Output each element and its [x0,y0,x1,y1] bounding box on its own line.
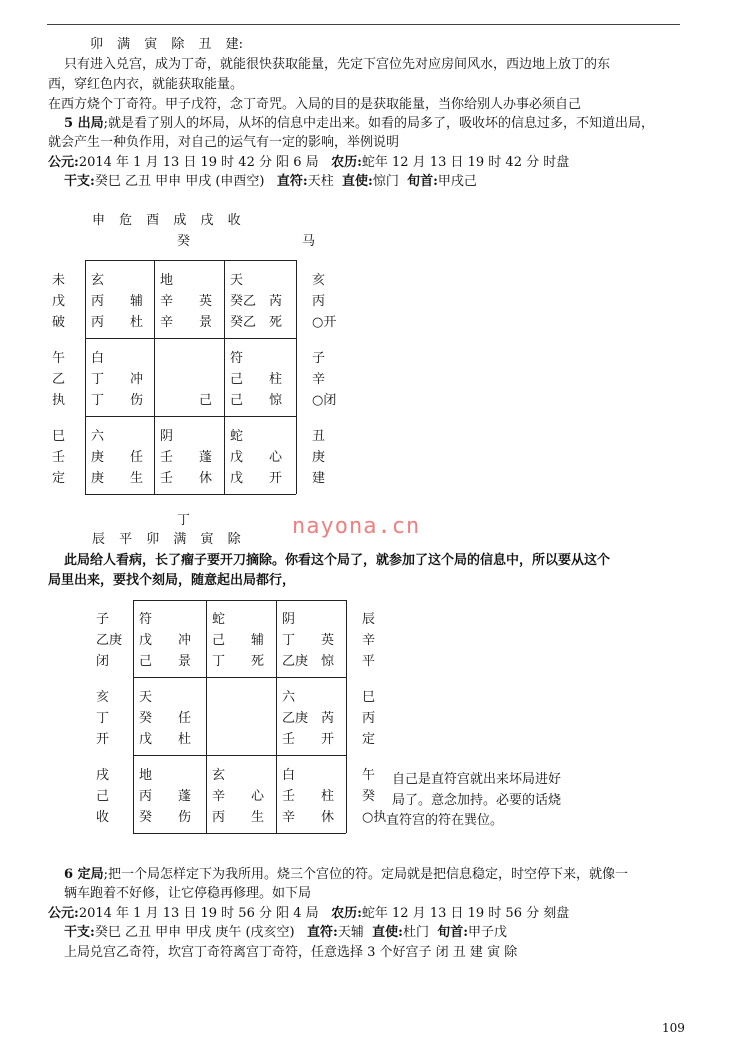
chart1-cell-star: 芮 [269,294,283,309]
nongli2-value: 蛇年 12 月 13 日 19 时 56 分 刻盘 [361,906,570,921]
chart2-cell-stem: 符 [139,612,153,627]
zhifu2-label: 直符: [307,925,338,940]
chart2-cell-stem: 丙 [212,810,226,825]
section-6-text: ;把一个局怎样定下为我所用。烧三个宫位的符。定局就是把信息稳定，时空停下来，就像一 [103,867,628,882]
chart1-cell-stem: 戊 [230,450,244,465]
chart1-right-label: 辛 [312,372,326,387]
chart2-cell-stem: 丁 [212,654,226,669]
chart2-cell-star: 休 [321,810,335,825]
chart1-cell-star: 英 [199,294,213,309]
section-6-label: 6 定局 [64,867,104,882]
section-5-cont: 就会产生一种负作用，对自己的运气有一定的影响，举例说明 [48,135,400,150]
chart2-right-label: ○执 [362,810,387,825]
chart2-vline-2 [276,600,277,833]
bold-paragraph-2: 局里出来，要找个刻局，随意起出局都行， [48,573,296,588]
chart2-cell-star: 柱 [321,789,335,804]
chart1-hline-3 [85,494,296,495]
zhishi-label: 直使: [342,174,373,189]
chart1-cell-star: 杜 [130,315,144,330]
chart1-left-label: 戊 [52,294,66,309]
chart2-hline-1 [133,677,346,678]
nongli-value: 蛇年 12 月 13 日 19 时 42 分 时盘 [361,155,570,170]
chart2-right-label: 辰 [362,612,376,627]
chart2-cell-stem: 天 [139,690,153,705]
info2-line2 [64,926,507,939]
gongyuan-label: 公元: [48,155,79,170]
ganzhi-label: 干支: [64,174,95,189]
chart2-cell-stem: 壬 [282,789,296,804]
chart2-cell-stem: 玄 [212,768,226,783]
chart1-cell-stem: 地 [160,273,174,288]
chart2-vline-0 [133,600,134,833]
chart2-left-label: 收 [96,810,110,825]
ganzhi-value: 癸巳 乙丑 甲申 甲戌 (申酉空) [94,174,265,189]
zhifu2-value: 天辅 [337,925,364,940]
chart2-cell-stem: 己 [212,633,226,648]
chart1-cell-stem: 壬 [160,471,174,486]
chart1-cell-star: 己 [199,393,213,408]
chart1-vline-1 [154,260,155,494]
page-number: 109 [662,1021,685,1035]
chart2-cell-stem: 癸 [139,810,153,825]
chart1-cell-star: 柱 [269,372,283,387]
zhishi2-value: 杜门 [402,925,429,940]
chart2-cell-stem: 乙庚 [282,654,309,669]
chart2-cell-stem: 阴 [282,612,296,627]
chart2-hline-3 [133,833,346,834]
chart2-cell-star: 心 [251,789,265,804]
chart1-cell-star: 景 [199,315,213,330]
chart2-cell-star: 杜 [178,732,192,747]
chart1-right-label: 丑 [312,429,326,444]
chart2-vline-3 [346,600,347,833]
chart2-cell-stem: 己 [139,654,153,669]
chart1-hline-2 [85,416,296,417]
chart1-right-label: 庚 [312,450,326,465]
chart1-cell-stem: 蛇 [230,429,244,444]
chart1-left-label: 午 [52,351,66,366]
chart1-cell-stem: 符 [230,351,244,366]
chart1-vline-3 [296,260,297,494]
chart1-left-label: 乙 [52,372,66,387]
chart1-right-label: ○开 [312,315,337,330]
chart1-cell-star: 冲 [130,372,144,387]
chart1-left-label: 执 [52,393,66,408]
gongyuan-value: 2014 年 1 月 13 日 19 时 42 分 阳 6 局 [78,155,319,170]
chart2-cell-stem: 六 [282,690,296,705]
ganzhi2-label: 干支: [64,925,95,940]
chart2-right-label: 巳 [362,690,376,705]
chart1-cell-stem: 丁 [91,372,105,387]
info1-line2 [64,175,477,188]
chart2-left-label: 戌 [96,768,110,783]
chart2-cell-star: 冲 [178,633,192,648]
chart2-cell-stem: 白 [282,768,296,783]
chart2-left-label: 亥 [96,690,110,705]
chart1-cell-star: 生 [130,471,144,486]
chart2-right-label: 定 [362,732,376,747]
xunshou2-value: 甲子戊 [468,925,508,940]
chart2-cell-star: 开 [321,732,335,747]
chart2-hline-2 [133,755,346,756]
note-line-1: 自己是直符宫就出来坏局进好 [392,772,562,787]
chart2-left-label: 子 [96,612,110,627]
chart1-bottom-ding: 丁 [177,513,191,528]
chart1-cell-stem: 天 [230,273,244,288]
chart1-cell-star: 辅 [130,294,144,309]
chart1-cell-stem: 癸乙 [230,294,257,309]
note-line-3: 直符宫的符在巽位。 [386,813,504,828]
xunshou-value: 甲戌己 [437,174,477,189]
nongli-label: 农历: [331,155,362,170]
chart2-cell-star: 辅 [251,633,265,648]
chart1-right-label: 建 [312,471,326,486]
chart2-cell-star: 蓬 [178,789,192,804]
chart1-right-label: 子 [312,351,326,366]
chart1-cell-stem: 丁 [91,393,105,408]
chart1-cell-stem: 壬 [160,450,174,465]
paragraph-2: 在西方烧个丁奇符。甲子戊符，念丁奇咒。入局的目的是获取能量，当你给别人办事必须自己 [48,97,582,112]
paragraph-1-cont: 西，穿红色内衣，就能获取能量。 [48,77,244,92]
chart2-right-label: 辛 [362,633,376,648]
xunshou-label: 旬首: [407,174,438,189]
info2-line1 [48,907,569,920]
chart2-cell-star: 死 [251,654,265,669]
chart2-hline-0 [133,600,346,601]
chart1-cell-stem: 辛 [160,294,174,309]
bold-paragraph-1: 此局给人看病，长了瘤子要开刀摘除。你看这个局了，就参加了这个局的信息中，所以要从这个 [64,553,611,568]
section-5-label: 5 出局 [64,116,104,131]
chart1-cell-stem: 白 [91,351,105,366]
chart2-cell-stem: 戊 [139,732,153,747]
chart2-cell-star: 景 [178,654,192,669]
chart1-cell-stem: 己 [230,372,244,387]
section-5-line [64,117,654,130]
chart2-cell-star: 任 [178,711,192,726]
chart1-cell-stem: 玄 [91,273,105,288]
chart1-left-label: 壬 [52,450,66,465]
chart1-cell-star: 任 [130,450,144,465]
chart1-top-gui: 癸 [177,234,191,249]
chart1-cell-star: 伤 [130,393,144,408]
chart1-cell-stem: 丙 [91,294,105,309]
chart1-top-ma: 马 [302,234,316,249]
chart1-bottom-branches: 辰 平 卯 满 寅 除 [92,532,241,547]
chart1-cell-stem: 庚 [91,471,105,486]
chart2-left-label: 乙庚 [96,633,123,648]
chart1-cell-star: 死 [269,315,283,330]
chart1-cell-stem: 戊 [230,471,244,486]
chart1-hline-1 [85,338,296,339]
top-rule [47,24,680,25]
chart1-left-label: 定 [52,471,66,486]
gongyuan2-label: 公元: [48,906,79,921]
chart2-cell-stem: 癸 [139,711,153,726]
chart2-left-label: 闭 [96,654,110,669]
ganzhi2-value: 癸巳 乙丑 甲申 甲戌 庚午 (戌亥空) [94,925,295,940]
chart1-cell-stem: 辛 [160,315,174,330]
chart1-cell-stem: 六 [91,429,105,444]
section-6-line [64,868,628,881]
chart1-cell-stem: 己 [230,393,244,408]
chart2-vline-1 [206,600,207,833]
chart2-cell-stem: 戊 [139,633,153,648]
chart1-top-branches: 申 危 酉 成 戌 收 [92,213,241,228]
section-5-text: ;就是看了别人的坏局，从坏的信息中走出来。如看的局多了，吸收坏的信息过多，不知道出局， [103,116,654,131]
chart1-vline-2 [224,260,225,494]
chart2-left-label: 开 [96,732,110,747]
chart2-right-label: 午 [362,768,376,783]
info1-line1 [48,156,569,169]
branch-line: 卯 满 寅 除 丑 建: [90,37,244,52]
chart2-cell-star: 芮 [321,711,335,726]
chart2-cell-stem: 乙庚 [282,711,309,726]
chart1-right-label: ○闭 [312,393,337,408]
chart2-cell-star: 英 [321,633,335,648]
chart1-right-label: 丙 [312,294,326,309]
zhifu-label: 直符: [276,174,308,189]
chart1-cell-star: 心 [269,450,283,465]
chart1-cell-stem: 癸乙 [230,315,257,330]
chart2-cell-stem: 地 [139,768,153,783]
chart2-cell-stem: 辛 [282,810,296,825]
nongli2-label: 农历: [331,906,362,921]
chart2-right-label: 平 [362,654,376,669]
paragraph-1: 只有进入兑宫，成为丁奇，就能很快获取能量，先定下宫位先对应房间风水，西边地上放丁的东 [64,57,611,72]
chart1-hline-0 [85,260,296,261]
chart1-left-label: 巳 [52,429,66,444]
chart1-cell-stem: 阴 [160,429,174,444]
last-line: 上局兑宫乙奇符，坎宫丁奇符离宫丁奇符，任意选择 3 个好宫子 闭 丑 建 寅 除 [64,945,518,960]
chart2-cell-stem: 壬 [282,732,296,747]
chart2-cell-stem: 蛇 [212,612,226,627]
section-6-cont: 辆车跑着不好修，让它停稳再修理。如下局 [64,886,312,901]
zhishi-value: 惊门 [372,174,399,189]
chart2-cell-star: 伤 [178,810,192,825]
chart2-cell-star: 生 [251,810,265,825]
zhifu-value: 天柱 [307,174,334,189]
chart2-right-label: 丙 [362,711,376,726]
chart1-left-label: 破 [52,315,66,330]
chart1-cell-stem: 庚 [91,450,105,465]
chart2-right-label: 癸 [362,789,376,804]
chart1-vline-0 [85,260,86,494]
chart2-cell-star: 惊 [321,654,335,669]
watermark: nayona.cn [292,514,421,539]
chart1-cell-stem: 丙 [91,315,105,330]
chart2-cell-stem: 丙 [139,789,153,804]
xunshou2-label: 旬首: [437,925,469,940]
chart1-cell-star: 蓬 [199,450,213,465]
chart2-cell-stem: 丁 [282,633,296,648]
chart1-cell-star: 开 [269,471,283,486]
zhishi2-label: 直使: [372,925,403,940]
chart1-left-label: 未 [52,273,66,288]
note-line-2: 局了。意念加持。必要的话烧 [392,793,562,808]
chart2-cell-stem: 辛 [212,789,226,804]
chart1-right-label: 亥 [312,273,326,288]
chart2-left-label: 己 [96,789,110,804]
gongyuan2-value: 2014 年 1 月 13 日 19 时 56 分 阳 4 局 [78,906,319,921]
chart1-cell-star: 休 [199,471,213,486]
chart2-left-label: 丁 [96,711,110,726]
chart1-cell-star: 惊 [269,393,283,408]
